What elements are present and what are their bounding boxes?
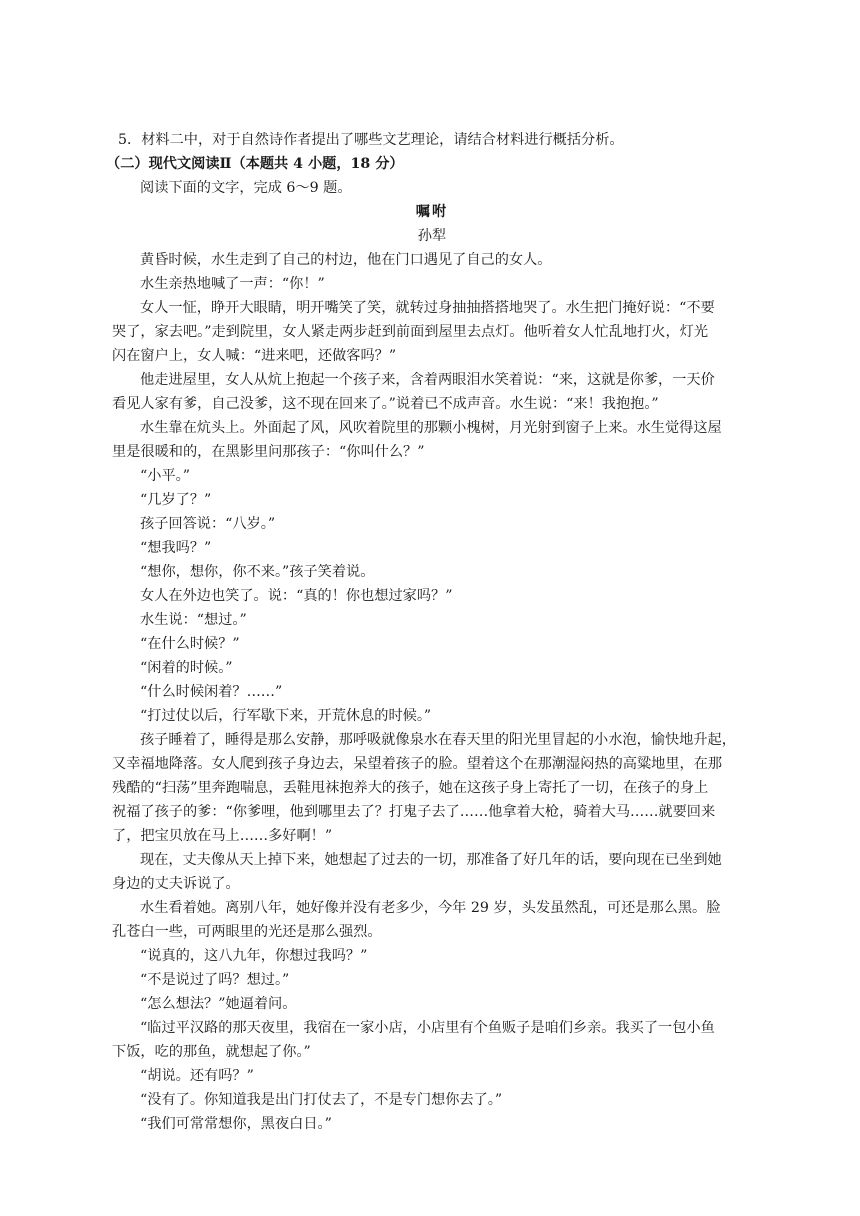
- story-line: “胡说。还有吗？”: [140, 1068, 254, 1084]
- story-line: 黄昏时候，水生走到了自己的村边，他在门口遇见了自己的女人。: [140, 252, 552, 268]
- story-line: 女人在外边也笑了。说：“真的！你也想过家吗？”: [140, 588, 453, 604]
- story-line: 孔苍白一些，可两眼里的光还是那么强烈。: [112, 924, 382, 940]
- story-line: 孩子回答说：“八岁。”: [140, 516, 276, 532]
- story-line: 又幸福地降落。女人爬到孩子身边去，呆望着孩子的脸。望着这个在那潮湿闷热的高粱地里，在那: [112, 756, 723, 772]
- story-body: [112, 248, 752, 1136]
- story-line: “没有了。你知道我是出门打仗去了，不是专门想你去了。”: [140, 1092, 503, 1108]
- story-line: 身边的丈夫诉说了。: [112, 876, 240, 892]
- story-line: 看见人家有爹，自己没爹，这不现在回来了。”说着已不成声音。水生说：“来！我抱抱。”: [112, 396, 659, 412]
- story-line: “临过平汉路的那天夜里，我宿在一家小店，小店里有个鱼贩子是咱们乡亲。我买了一包小鱼: [140, 1020, 715, 1036]
- story-line: “我们可常常想你，黑夜白日。”: [140, 1116, 332, 1132]
- story-line: 水生说：“想过。”: [140, 612, 247, 628]
- story-line: “打过仗以后，行军歇下来，开荒休息的时候。”: [140, 708, 432, 724]
- story-line: 现在，丈夫像从天上掉下来，她想起了过去的一切，那准备了好几年的话，要向现在已坐到她: [140, 852, 722, 868]
- story-line: “怎么想法？”她逼着问。: [140, 996, 297, 1012]
- story-line: “不是说过了吗？想过。”: [140, 972, 290, 988]
- document-content: [106, 128, 752, 1136]
- story-line: “在什么时候？”: [140, 636, 240, 652]
- story-line: “几岁了？”: [140, 492, 212, 508]
- story-line: 了，把宝贝放在马上……多好啊！”: [112, 828, 333, 844]
- story-line: 残酷的“扫荡”里奔跑喘息，丢鞋甩袜抱养大的孩子，她在这孩子身上寄托了一切，在孩子的身上: [112, 780, 709, 796]
- story-line: “小平。”: [140, 468, 190, 484]
- question-5: 5．材料二中，对于自然诗作者提出了哪些文艺理论，请结合材料进行概括分析。: [118, 132, 624, 148]
- story-line: 闪在窗户上，女人喊：“进来吧，还做客吗？”: [112, 348, 397, 364]
- reading-instruction: 阅读下面的文字，完成 6～9 题。: [140, 180, 352, 196]
- story-title: 嘱咐: [415, 204, 449, 220]
- story-line: “说真的，这八九年，你想过我吗？”: [140, 948, 368, 964]
- story-line: 孩子睡着了，睡得是那么安静，那呼吸就像泉水在春天里的阳光里冒起的小水泡，愉快地升起，: [140, 732, 736, 748]
- story-line: 水生靠在炕头上。外面起了风，风吹着院里的那颗小槐树，月光射到窗子上来。水生觉得这屋: [140, 420, 722, 436]
- story-line: 水生看着她。离别八年，她好像并没有老多少，今年 29 岁，头发虽然乱，可还是那么黑。脸: [140, 900, 721, 916]
- story-line: 祝福了孩子的爹：“你爹哩，他到哪里去了？打鬼子去了……他拿着大枪，骑着大马……就要回来: [112, 804, 716, 820]
- story-line: 他走进屋里，女人从炕上抱起一个孩子来，含着两眼泪水笑着说：“来，这就是你爹，一天价: [140, 372, 715, 388]
- story-line: 女人一怔，睁开大眼睛，明开嘴笑了笑，就转过身抽抽搭搭地哭了。水生把门掩好说：“不要: [140, 300, 715, 316]
- story-line: “闲着的时候。”: [140, 660, 233, 676]
- story-line: “想我吗？”: [140, 540, 212, 556]
- section-heading: （二）现代文阅读Ⅱ（本题共 4 小题，18 分）: [106, 156, 404, 172]
- story-line: 里是很暖和的，在黑影里问那孩子：“你叫什么？”: [112, 444, 425, 460]
- story-author: 孙犁: [417, 228, 447, 244]
- story-line: “想你，想你，你不来。”孩子笑着说。: [140, 564, 375, 580]
- story-line: 水生亲热地喊了一声：“你！”: [140, 276, 325, 292]
- story-line: 哭了，家去吧。”走到院里，女人紧走两步赶到前面到屋里去点灯。他听着女人忙乱地打火，灯光: [112, 324, 709, 340]
- story-line: 下饭，吃的那鱼，就想起了你。”: [112, 1044, 311, 1060]
- story-line: “什么时候闲着？……”: [140, 684, 283, 700]
